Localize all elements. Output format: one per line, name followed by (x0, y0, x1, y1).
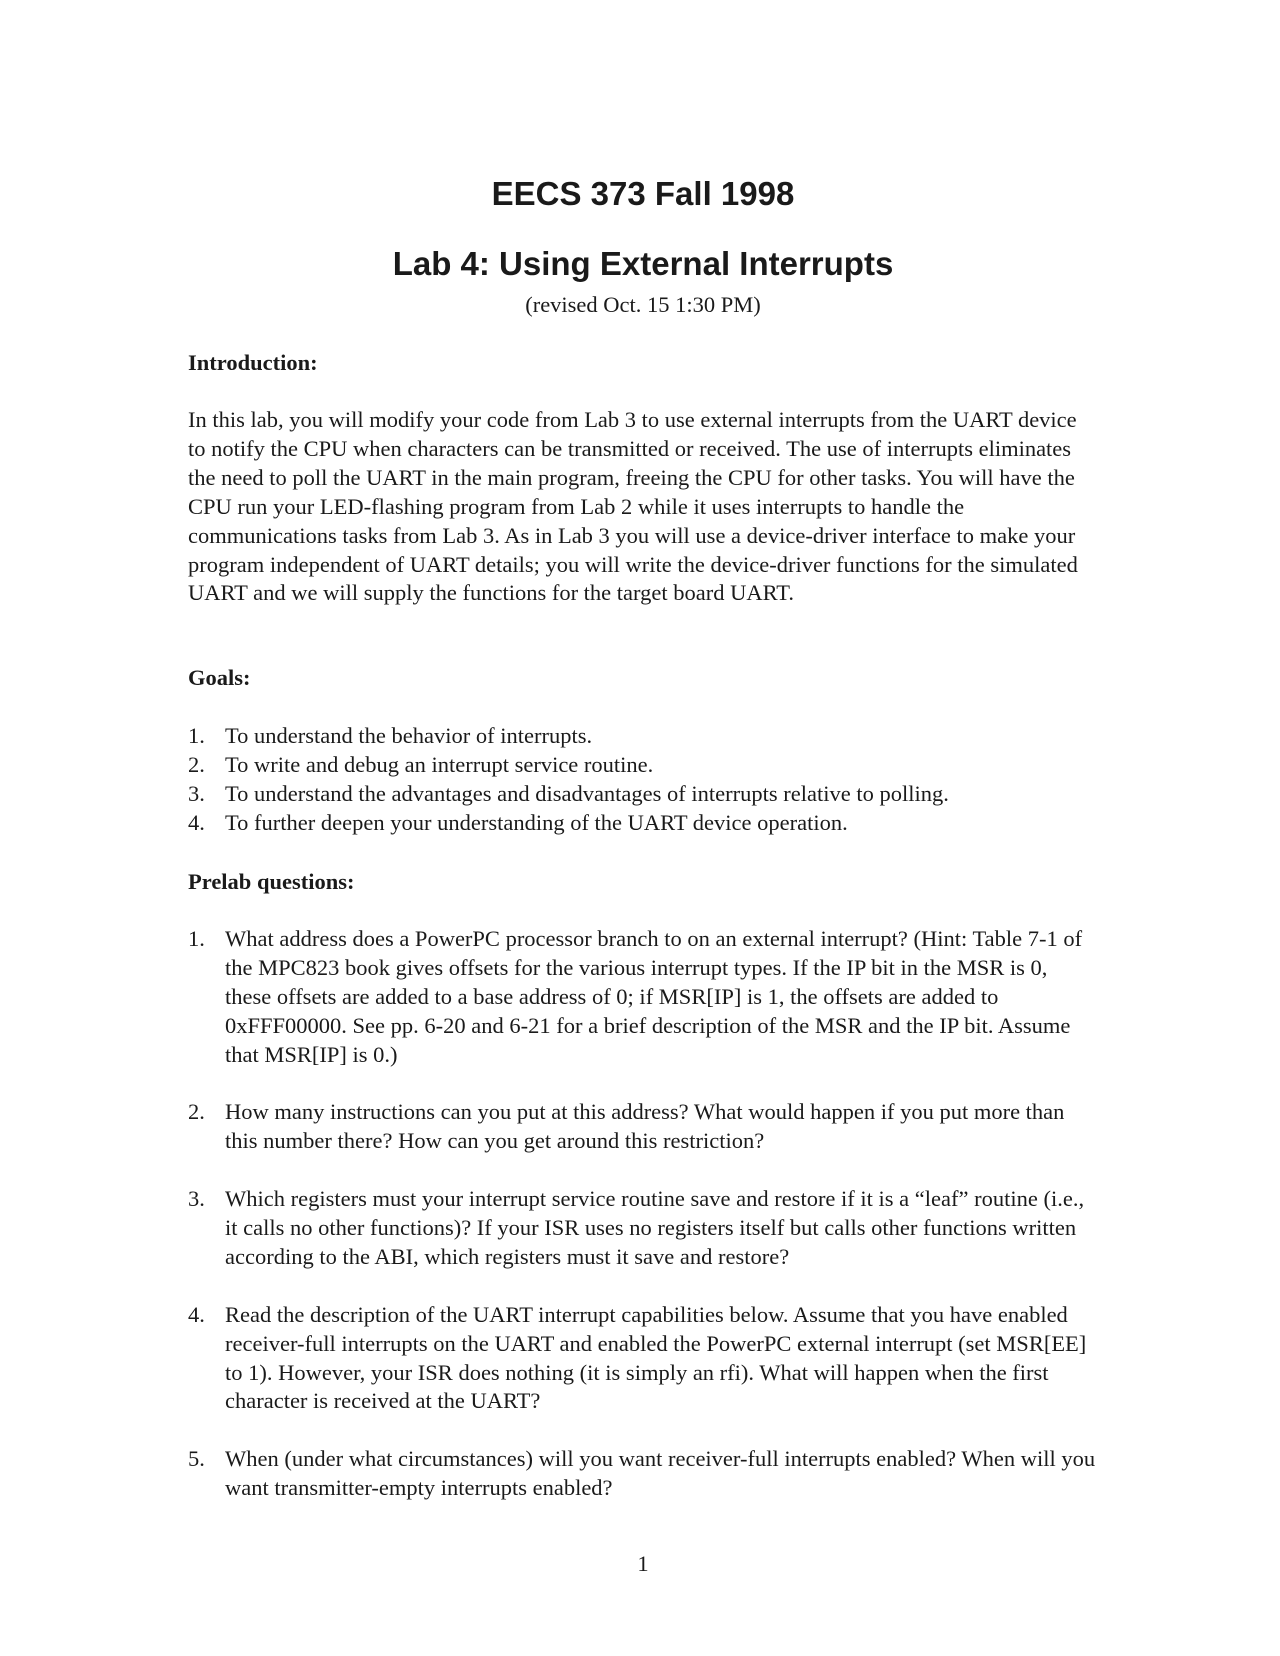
question-number: 1. (188, 926, 205, 951)
question-number: 5. (188, 1446, 205, 1472)
goal-item (188, 809, 1098, 838)
goal-item (188, 780, 1098, 809)
goal-item (188, 751, 1098, 780)
goals-heading: Goals: (188, 665, 251, 690)
prelab-heading: Prelab questions: (188, 869, 355, 894)
goal-text: To write and debug an interrupt service routine. (225, 751, 654, 777)
prelab-questions-list (188, 925, 1098, 1532)
goal-number: 2. (188, 751, 205, 777)
prelab-question (188, 1098, 1098, 1156)
question-text: How many instructions can you put at this address? What would happen if you put more than this number there? How can you get around this restriction? (225, 1099, 1065, 1154)
goal-number: 3. (188, 780, 205, 806)
goal-text: To understand the advantages and disadvantages of interrupts relative to polling. (225, 780, 949, 806)
prelab-question (188, 1301, 1098, 1417)
goal-text: To understand the behavior of interrupts. (225, 723, 593, 748)
goal-number: 4. (188, 809, 205, 835)
question-text: What address does a PowerPC processor branch to on an external interrupt? (Hint: Table 7-1 of the MPC823 book gives offsets for the various interrupt types. If the IP bit in the MSR is 0, these offsets are added to a base address of 0; if MSR[IP] is 1, the offsets are added to 0xFFF00000. See pp. 6-20 and 6-21 for a brief description of the MSR and the IP bit. Assume that MSR[IP] is 0.) (225, 926, 1083, 1067)
goal-number: 1. (188, 723, 205, 748)
prelab-question (188, 1185, 1098, 1272)
prelab-question (188, 925, 1098, 1070)
goals-list (188, 722, 1098, 838)
goal-text: To further deepen your understanding of the UART device operation. (225, 809, 848, 835)
revision-note: (revised Oct. 15 1:30 PM) (525, 292, 761, 317)
question-number: 2. (188, 1099, 205, 1125)
course-title: EECS 373 Fall 1998 (491, 175, 795, 212)
document-page (188, 0, 1098, 1656)
question-number: 4. (188, 1301, 205, 1327)
introduction-heading: Introduction: (188, 350, 318, 375)
lab-title: Lab 4: Using External Interrupts (392, 245, 894, 282)
goal-item (188, 722, 1098, 751)
prelab-question (188, 1445, 1098, 1503)
question-text: Read the description of the UART interrupt capabilities below. Assume that you have enabled receiver-full interrupts on the UART and enabled the PowerPC external interrupt (set MSR[EE] to 1). However, your ISR does nothing (it is simply an rfi). What will happen when the first character is received at the UART? (225, 1301, 1087, 1414)
page-number: 1 (637, 1551, 649, 1576)
introduction-paragraph: In this lab, you will modify your code from Lab 3 to use external interrupts from the UART device to notify the CPU when characters can be transmitted or received. The use of interrupts eliminates the need to poll the UART in the main program, freeing the CPU for other tasks. You will have the CPU run your LED-flashing program from Lab 2 while it uses interrupts to handle the communications tasks from Lab 3. As in Lab 3 you will use a device-driver interface to make your program independent of UART details; you will write the device-driver functions for the simulated UART and we will supply the functions for the target board UART. (188, 407, 1078, 606)
question-text: When (under what circumstances) will you want receiver-full interrupts enabled? When will you want transmitter-empty interrupts enabled? (225, 1446, 1096, 1501)
question-number: 3. (188, 1186, 205, 1212)
question-text: Which registers must your interrupt service routine save and restore if it is a “leaf” routine (i.e., it calls no other functions)? If your ISR uses no registers itself but calls other functions written according to the ABI, which registers must it save and restore? (225, 1186, 1085, 1269)
